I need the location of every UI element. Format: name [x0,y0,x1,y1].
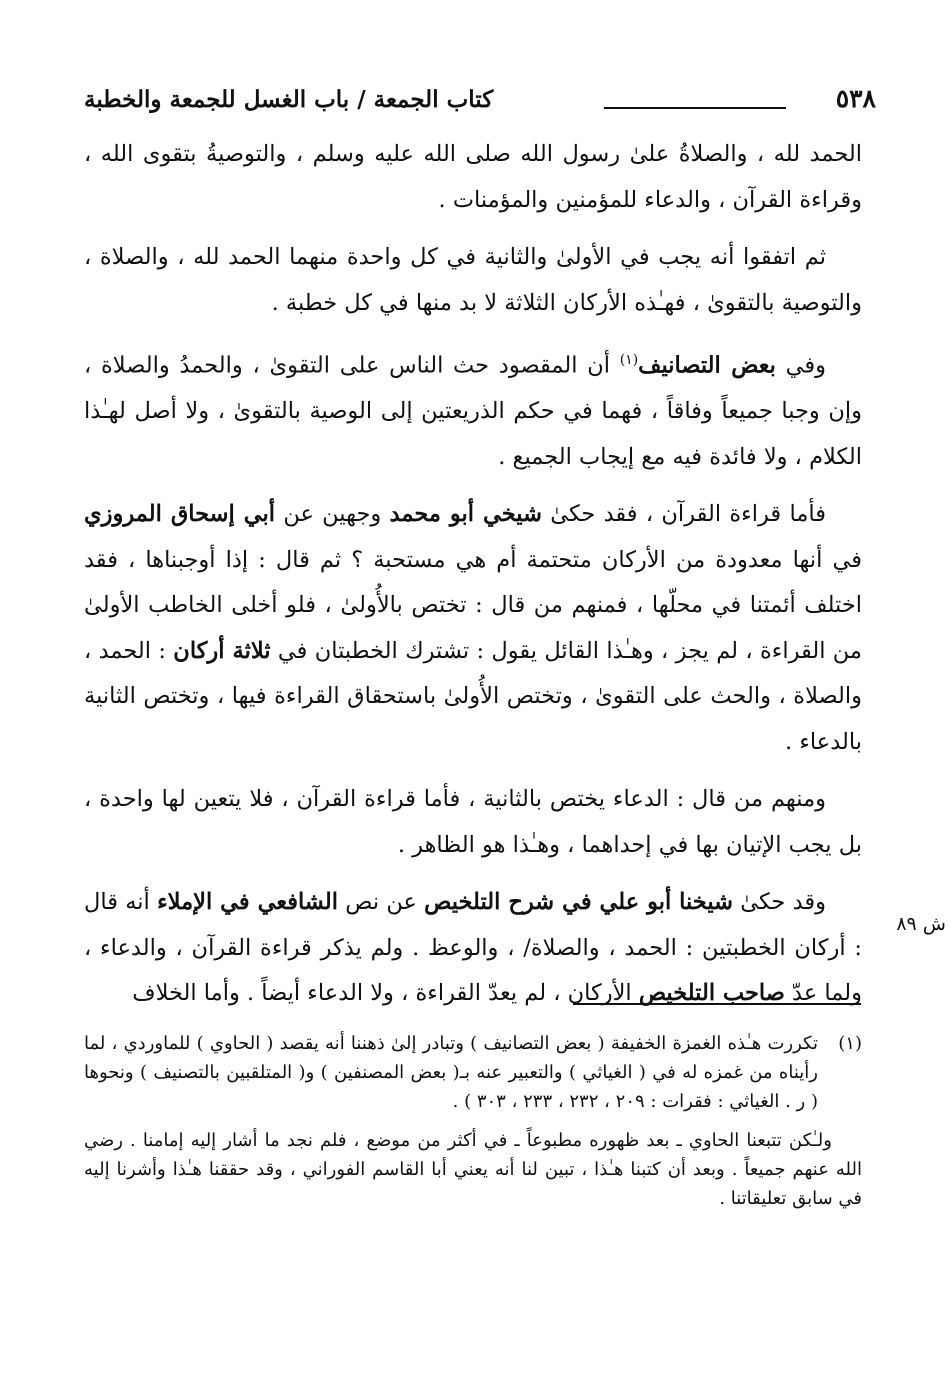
paragraph-3 [84,338,862,480]
running-title: كتاب الجمعة / باب الغسل للجمعة والخطبة [84,86,494,113]
footnote-continuation: ولـٰكن تتبعنا الحاوي ـ بعد ظهوره مطبوعاً ـ في أكثر من موضع ، فلم نجد ما أشار إليه إمامنا . رضي الله عنهم جميعاً . وبعد أن كتبنا هـٰذا ، تبين لنا أنه يعني أبا القاسم الفوراني ، وقد حققنا هـٰذا وأشرنا إليه في سابق تعليقاتنا . [84,1130,862,1209]
footnote-text: تكررت هـٰذه الغمزة الخفيفة ( بعض التصانيف ) وتبادر إلىٰ ذهننا أنه يقصد ( الحاوي ) للماوردي ، لما رأيناه من غمزه له في ( الغياثي ) والتعبير عنه بـ( بعض المصنفين ) و( المتلقبين بالتصنيف ) ونحوها ( ر . الغياثي : فقرات : ٢٠٩ ، ٢٣٢ ، ٢٣٣ ، ٣٠٣ ) . [84,1033,818,1112]
paragraph-5 [84,777,862,868]
paragraph-4 [84,492,862,765]
footnote-ref[interactable]: (١) [619,352,639,368]
paragraph-3-rest: أن المقصود حث الناس على التقوىٰ ، والحمدُ والصلاة ، وإن وجبا جميعاً وفاقاً ، فهما في حكم الذريعتين إلى الوصية بالتقوىٰ ، ولا أصل لهـٰذا الكلام ، ولا فائدة فيه مع إيجاب الجميع . [84,352,862,470]
manuscript-margin-note: ش ٨٩ [896,913,946,935]
bold-name-shafii: الشافعي في الإملاء [157,889,338,915]
bold-name-abu-ali: شيخنا أبو علي في شرح التلخيص [424,889,733,915]
bold-term-three-pillars: ثلاثة أركان [173,637,271,664]
paragraph-6-t3: أنه قال : أركان الخطبتين : الحمد ، والصلاة/ ، والوعظ . ولم يذكر قراءة القرآن ، والدعاء ، ولما عدّ [84,889,862,1006]
paragraph-4-t1: فأما قراءة القرآن ، فقد حكىٰ [541,501,826,527]
page-header [84,82,876,122]
header-rule [604,107,786,109]
bold-name-marwazi: أبي إسحاق المروزي [84,501,276,527]
footnote-separator [573,1003,861,1005]
bold-term-some-works: بعض التصانيف [638,352,776,379]
paragraph-4-t2: وجهين عن [275,501,390,527]
footnotes [84,1029,862,1213]
main-text [84,132,862,1029]
paragraph-1-text: الحمد لله ، والصلاةُ علىٰ رسول الله صلى الله عليه وسلم ، والتوصيةُ بتقوى الله ، وقراءة القرآن ، والدعاء للمؤمنين والمؤمنات . [84,141,862,213]
paragraph-6 [84,880,862,1017]
paragraph-6-t1: وقد حكىٰ [732,889,827,915]
bold-name-abu-muhammad: شيخي أبو محمد [389,501,542,527]
paragraph-2-text: ثم اتفقوا أنه يجب في الأولىٰ والثانية في كل واحدة منهما الحمد لله ، والصلاة ، والتوصية بالتقوىٰ ، فهـٰذه الأركان الثلاثة لا بد منها في كل خطبة . [84,244,862,316]
paragraph-2 [84,235,862,326]
page-number: ٥٣٨ [835,84,876,113]
paragraph-6-t4: الأركان ، لم يعدّ القراءة ، ولا الدعاء أيضاً . وأما الخلاف [132,980,639,1006]
footnote-1 [84,1029,862,1116]
paragraph-5-text: ومنهم من قال : الدعاء يختص بالثانية ، فأما قراءة القرآن ، فلا يتعين لها واحدة ، بل يجب الإتيان بها في إحداهما ، وهـٰذا هو الظاهر . [84,786,862,858]
paragraph-3-pre: وفي [775,352,827,379]
paragraph-1 [84,132,862,223]
bold-name-author-talkhis: صاحب التلخيص [638,980,785,1006]
paragraph-4-t3: في أنها معدودة من الأركان متحتمة أم هي مستحبة ؟ ثم قال : إذا أوجبناها ، فقد اختلف أئمتنا في محلّها ، فمنهم من قال : تختص بالأُولىٰ ، فلو أخلى الخاطب الأولىٰ من القراءة ، لم يجز ، وهـٰذا القائل يقول : تشترك الخطبتان في [84,546,862,664]
paragraph-6-t2: عن نص [338,889,425,915]
footnote-number: (١) [838,1033,862,1054]
paragraph-4-t4: : الحمد ، والصلاة ، والحث على التقوىٰ ، وتختص الأُولىٰ باستحقاق القراءة فيها ، وتختص الثانية بالدعاء . [84,637,862,755]
